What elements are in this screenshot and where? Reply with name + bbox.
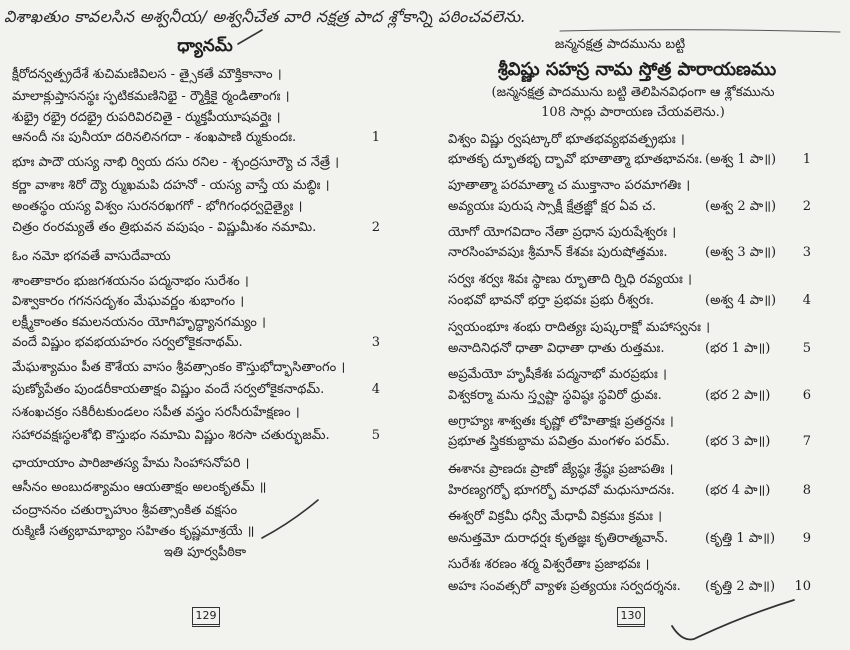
verse-number: 7: [802, 434, 811, 449]
verse-line: సహారవక్షఃస్థలశోభి కౌస్తుభం నమామి విష్ణుం శిరసా చతుర్భుజమ్.: [12, 428, 330, 443]
verse-number: 1: [802, 152, 811, 167]
pen-checkmark: [672, 600, 794, 639]
verse-line: స్వయంభూః శంభు రాదిత్యః పుష్కరాక్షో మహాస్వనః ।: [448, 320, 711, 335]
instruction-line: (జన్మనక్షత్ర పాదమును బట్టి తెలిపినవిధంగా ఆ శ్లోకమును: [491, 85, 775, 100]
verse-line: లక్ష్మీకాంతం కమలనయనం యోగిహృద్ధ్యానగమ్యం ।: [12, 315, 266, 330]
verse-line: అంతస్థం యస్య విశ్వం సురనరఖగగో - భోగిగంధర్వదైత్యైః ।: [12, 199, 303, 214]
pre-title: జన్మనక్షత్ర పాదమును బట్టి: [554, 37, 686, 52]
verse-line: అనుత్తమో దురాధర్షః కృతజ్ఞః కృతిరాత్మవాన్.: [448, 531, 669, 546]
closing-line: ఇతి పూర్వపీఠికా: [163, 545, 247, 560]
verse-line: క్షీరోదన్వత్ప్రదేశే శుచిమణివిలస - త్సైకతే మౌక్తికానాం ।: [12, 67, 282, 82]
instruction-line: 108 సార్లు పారాయణ చేయవలెను.): [541, 105, 725, 120]
verse-line: నారసింహవపుః శ్రీమాన్ కేశవః పురుషోత్తమః.: [448, 245, 668, 260]
verse-number: 2: [802, 199, 811, 214]
verse-number: 2: [371, 220, 380, 235]
verse-line: ఈశానః ప్రాణదః ప్రాణో జ్యేష్ఠః శ్రేష్ఠః ప్రజాపతిః ।: [448, 462, 674, 477]
verse-line: శుభ్రై రభ్రై రదభ్రై రుపరివిరచితై - ర్ముక్తపీయూషవర్షైః ।: [12, 110, 281, 125]
verse-line: అగ్రాహ్యః శాశ్వతః కృష్ణో లోహితాక్షః ప్రతర్దనః ।: [448, 414, 674, 429]
verse-line: అనాదినిధనో ధాతా విధాతా ధాతు రుత్తమః.: [448, 341, 665, 356]
verse-number: 4: [802, 293, 811, 308]
verse-line: అహః సంవత్సరో వ్యాళః ప్రత్యయః సర్వదర్శనః.: [448, 579, 681, 594]
verse-number: 1: [371, 130, 380, 145]
verse-number: 3: [802, 245, 811, 260]
verse-line: శాంతాకారం భుజగశయనం పద్మనాభం సురేశం ।: [12, 274, 249, 289]
verse-line: ఈశ్వరో విక్రమీ ధన్వీ మేధావీ విక్రమః క్రమః ।: [448, 509, 663, 524]
verse-number: 8: [802, 483, 811, 498]
verse-line: వందే విష్ణుం భవభయహరం సర్వలోకైకనాథమ్.: [12, 335, 243, 350]
nakshatra-pada-label: (భర 4 పా॥): [705, 483, 771, 498]
verse-line: పుణ్యోపేతం పుండరీకాయతాక్షం విష్ణుం వందే సర్వలోకైకనాథమ్.: [12, 382, 325, 397]
nakshatra-pada-label: (భర 1 పా॥): [705, 341, 771, 356]
pen-underline: [560, 30, 840, 32]
verse-line: విశ్వాకారం గగనసదృశం మేఘవర్ణం శుభాంగం ।: [12, 294, 245, 309]
verse-line: మాలాక్లుప్తాసనస్థః స్ఫటికమణినిభై - ర్మౌక్తికై ర్మండితాంగః ।: [12, 89, 290, 104]
nakshatra-pada-label: (అశ్వ 2 పా॥): [705, 199, 777, 214]
verse-line: అప్రమేయో హృషీకేశః పద్మనాభో మరప్రభుః ।: [448, 367, 667, 382]
verse-number: 3: [371, 335, 380, 350]
verse-line: విశ్వకర్మా మను స్త్వష్టా స్థవిష్ఠః స్థవిరో ధ్రువః.: [448, 388, 662, 403]
verse-line: పూతాత్మా పరమాత్మా చ ముక్తానాం పరమాగతిః ।: [448, 178, 691, 193]
handwritten-note: విశాఖతుం కావలసిన అశ్వనీయ/ అశ్వనీచేత వారి నక్షత్ర పాద శ్లోకాన్ని పఠించవలెను.: [4, 7, 526, 26]
verse-line: భూతకృ ద్భూతభృ ద్భావో భూతాత్మా భూతభావనః.: [448, 152, 703, 167]
verse-number: 6: [802, 388, 811, 403]
verse-line: కర్ణా వాశాః శిరో ద్యౌ ర్ముఖమపి దహనో - యస్య వాస్తే య మబ్ధిః ।: [12, 178, 330, 193]
nakshatra-pada-label: (కృత్తి 1 పా॥): [705, 531, 776, 546]
invocation-line: ఓం నమో భగవతే వాసుదేవాయ: [12, 249, 171, 264]
verse-line: ఆనందీ నః పునీయా దరినలినగదా - శంఖపాణి ర్ముకుందః.: [12, 130, 297, 145]
verse-number: 5: [371, 428, 380, 443]
nakshatra-pada-label: (అశ్వ 3 పా॥): [705, 245, 777, 260]
verse-line: యోగో యోగవిదాం నేతా ప్రధాన పురుషేశ్వరః ।: [448, 225, 677, 240]
verse-number: 5: [802, 341, 811, 356]
verse-line: సర్వః శర్వః శివః స్థాణు ర్భూతాది ర్నిధి రవ్యయః ।: [448, 272, 692, 287]
verse-line: మేఘశ్యామం పీత కౌశేయ వాసం శ్రీవత్సాంకం కౌస్తుభోద్భాసితాంగం ।: [12, 360, 346, 375]
verse-line: అవ్యయః పురుష స్సాక్షీ క్షేత్రజ్ఞో క్షర ఏవ చ.: [448, 199, 657, 214]
verse-number: 10: [794, 579, 811, 594]
nakshatra-pada-label: (అశ్వ 4 పా॥): [705, 293, 777, 308]
verse-line: విశ్వం విష్ణు ర్వషట్కారో భూతభవ్యభవత్ప్రభుః ।: [448, 132, 685, 147]
verse-number: 4: [371, 382, 380, 397]
verse-number: 9: [802, 531, 811, 546]
nakshatra-pada-label: (భర 3 పా॥): [705, 434, 771, 449]
verse-line: ఆసీనం అంబుదశ్యామం ఆయతాక్షం అలంకృతమ్ ॥: [12, 480, 267, 495]
nakshatra-pada-label: (అశ్వ 1 పా॥): [705, 152, 777, 167]
verse-line: చిత్రం రంరమ్యతే తం త్రిభువన వపుషం - విష్ణుమీశం నమామి.: [12, 220, 317, 235]
nakshatra-pada-label: (కృత్తి 2 పా॥): [705, 579, 776, 594]
verse-line: సురేశః శరణం శర్మ విశ్వరేతాః ప్రజాభవః ।: [448, 557, 650, 572]
verse-line: చంద్రాననం చతుర్బాహుం శ్రీవత్సాంకిత వక్షసం: [12, 503, 238, 518]
verse-line: సశంఖచక్రం సకిరీటకుండలం సపీత వస్త్రం సరసీరుహేక్షణం ।: [12, 405, 300, 420]
verse-line: హిరణ్యగర్భో భూగర్భో మాధవో మధుసూదనః.: [448, 483, 675, 498]
page-number-right: 130: [617, 607, 645, 627]
verse-line: రుక్మిణీ సత్యభామాభ్యాం సహితం కృష్ణమాశ్రయే ॥: [12, 524, 255, 539]
verse-line: సంభవో భావనో భర్తా ప్రభవః ప్రభు రీశ్వరః.: [448, 293, 655, 308]
page-number-left: 129: [192, 607, 220, 627]
verse-line: ప్రభూత స్త్రికకుబ్ధామ పవిత్రం మంగళం పరమ్.: [448, 434, 670, 449]
verse-line: ఛాయాయాం పారిజాతస్య హేమ సింహాసనోపరి ।: [12, 456, 250, 471]
dhyanam-heading: ధ్యానమ్: [177, 36, 233, 56]
verse-line: భూః పాదౌ యస్య నాభి ర్వియ దసు రనిల - శ్చంద్రసూర్యౌ చ నేత్రే ।: [12, 155, 340, 170]
page-title: శ్రీవిష్ణు సహస్ర నామ స్తోత్ర పారాయణము: [497, 59, 777, 80]
nakshatra-pada-label: (భర 2 పా॥): [705, 388, 771, 403]
